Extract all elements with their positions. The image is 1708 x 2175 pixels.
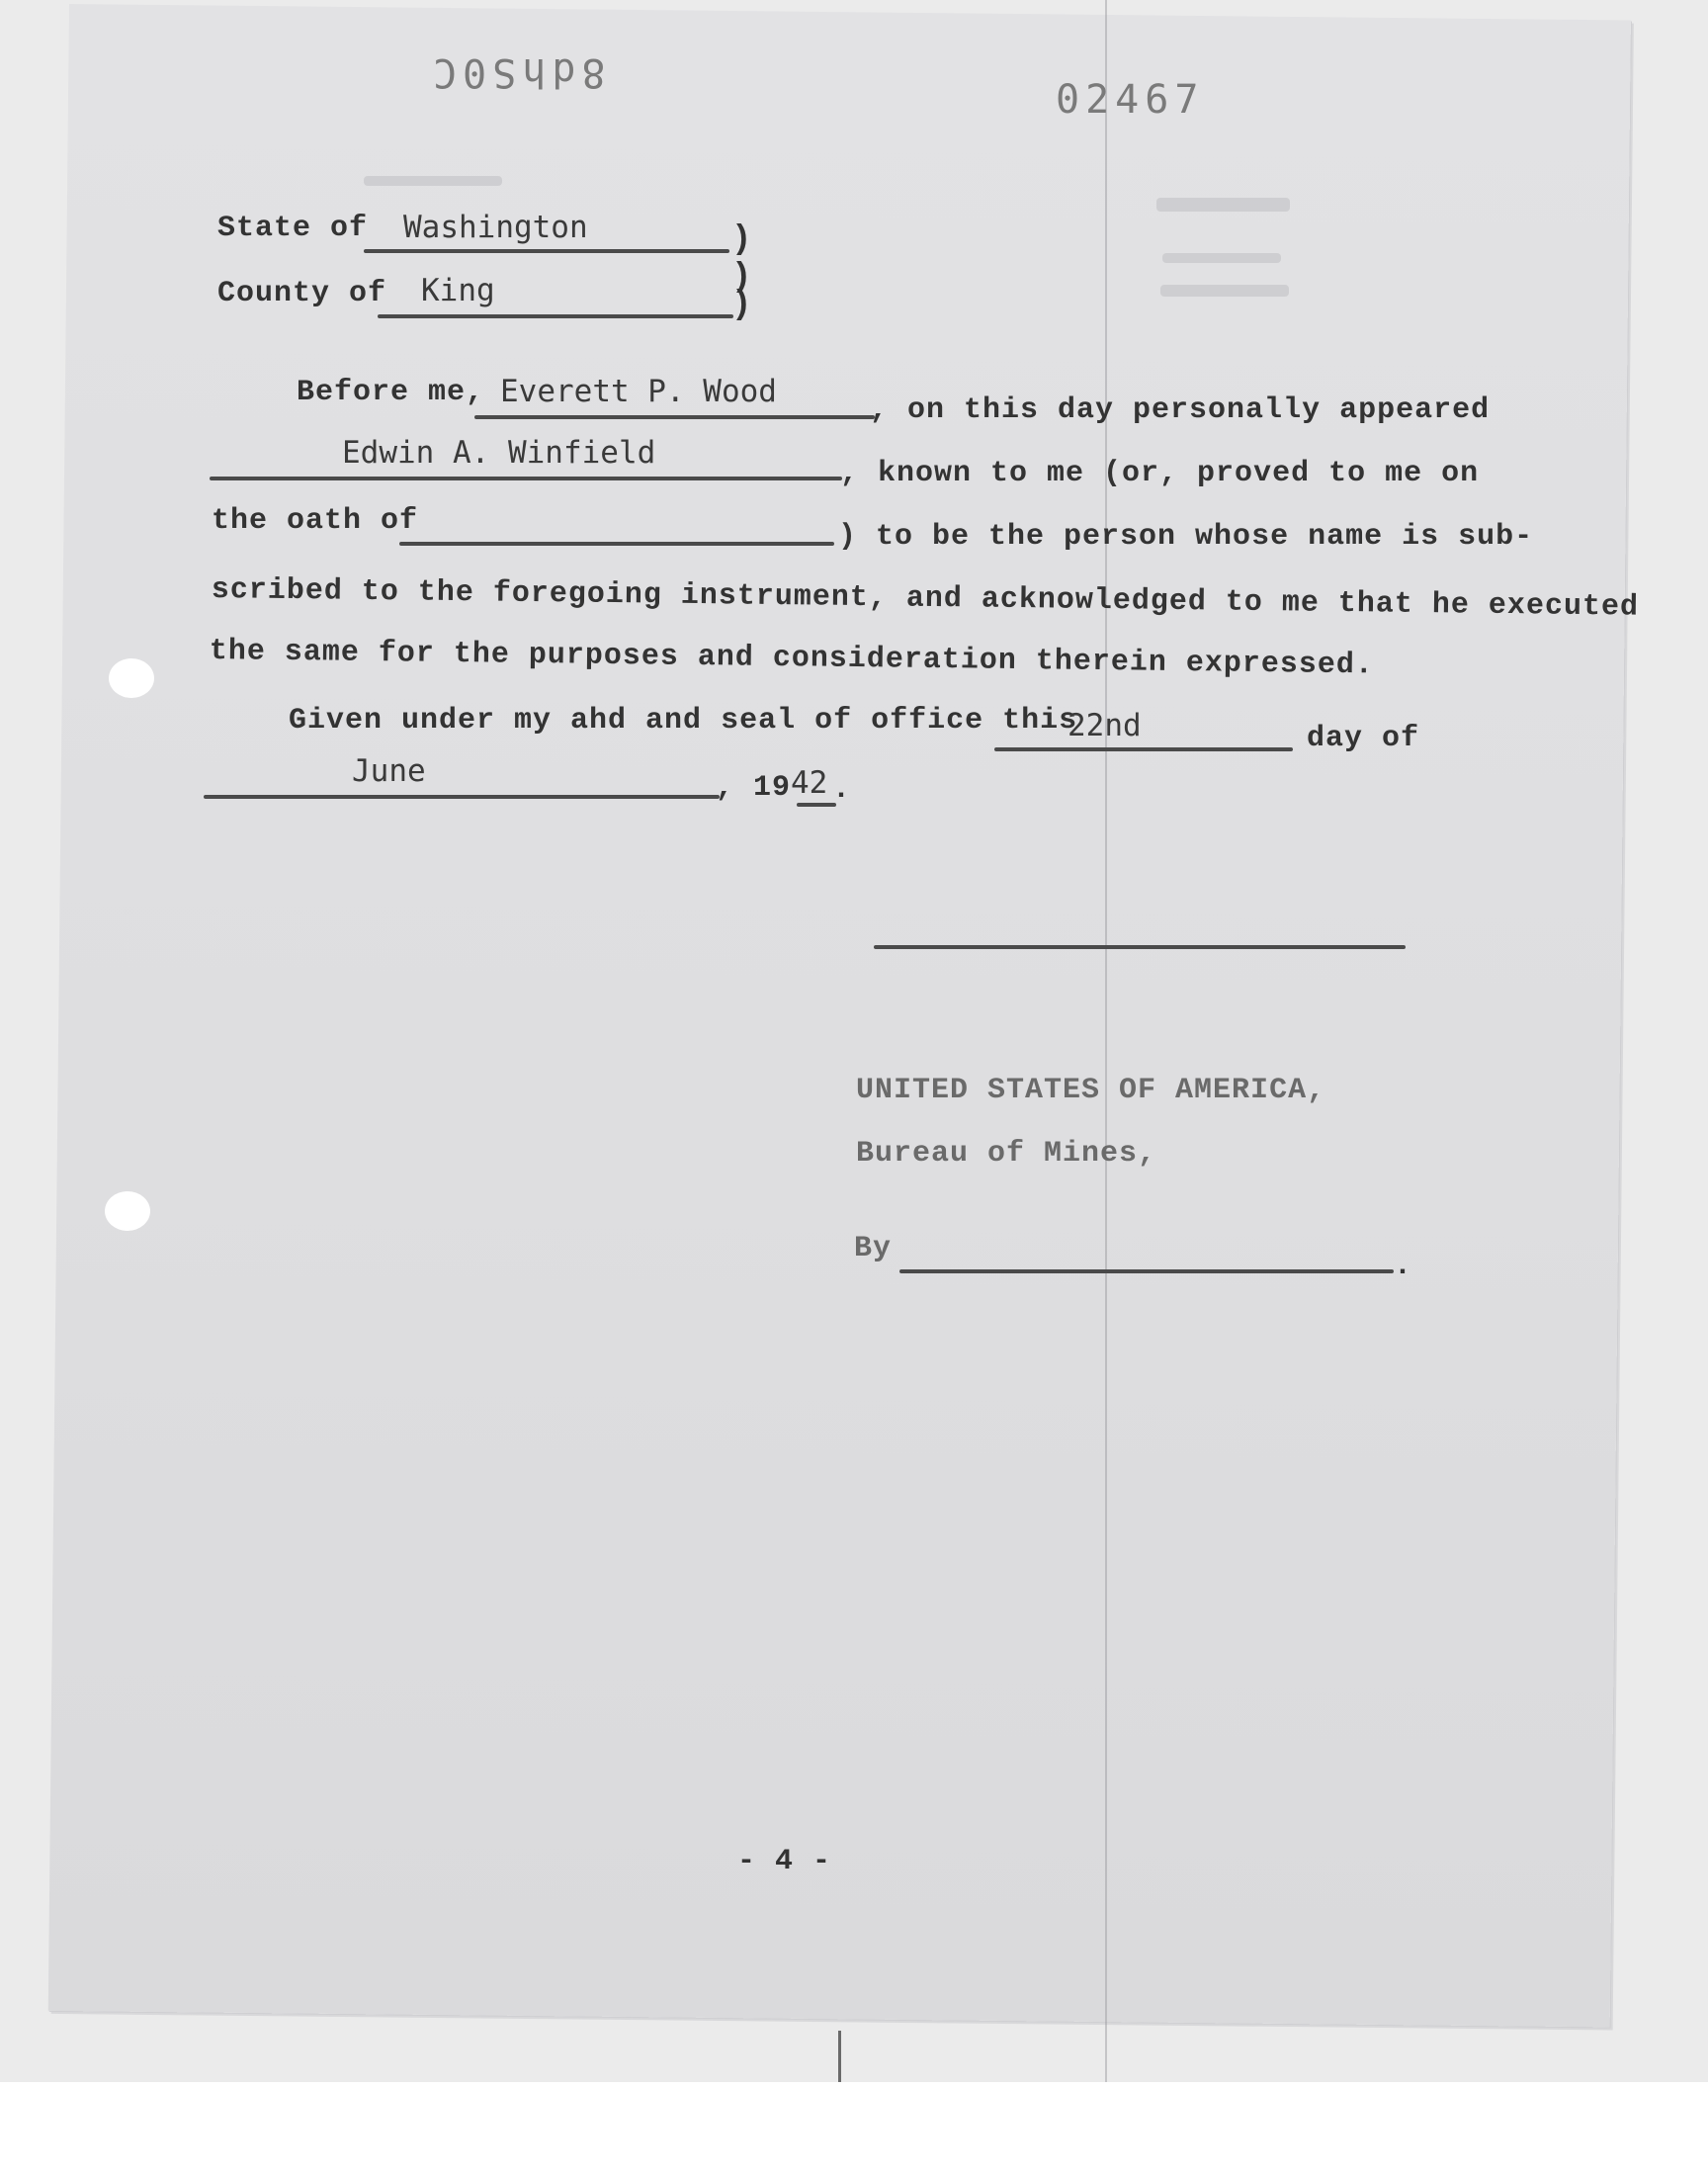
officer-underline (474, 415, 875, 419)
oath-underline (399, 542, 834, 546)
smudge-mark (1160, 285, 1289, 297)
month-value: June (352, 753, 426, 789)
oath-label: the oath of (212, 504, 419, 538)
smudge-mark (364, 176, 502, 186)
day-underline (994, 747, 1293, 751)
venue-bracket: ) (731, 259, 753, 297)
oath-close-text: ) to be the person whose name is sub- (838, 520, 1534, 554)
year-underline (797, 803, 836, 807)
year-prefix: , 19 (716, 771, 792, 805)
county-label: County of (217, 277, 387, 310)
appearer-name: Edwin A. Winfield (342, 435, 656, 471)
given-text: Given under my ahd and seal of office this (289, 704, 1078, 738)
state-label: State of (217, 212, 369, 245)
page-number: - 4 - (737, 1845, 832, 1878)
by-end: . (1394, 1250, 1413, 1283)
appearer-underline (210, 477, 842, 480)
by-label: By (854, 1232, 893, 1265)
day-of-text: day of (1307, 722, 1420, 755)
smudge-mark (1156, 198, 1290, 212)
appeared-text: , on this day personally appeared (870, 393, 1491, 427)
org-line-1: UNITED STATES OF AMERICA, (856, 1074, 1326, 1107)
state-value: Washington (403, 210, 588, 245)
paper-fold-line (1105, 0, 1107, 2082)
venue-bracket: ) (731, 221, 753, 259)
month-underline (204, 795, 720, 799)
stamp-number-right: 02467 (1056, 77, 1205, 123)
body-line-4: scribed to the foregoing instrument, and acknowledged to me that he executed (211, 573, 1640, 625)
county-value: King (421, 273, 495, 308)
smudge-mark (1162, 253, 1281, 263)
stamp-number-left: 8dhS0C (427, 49, 606, 95)
punch-hole-top (109, 658, 154, 698)
signature-line (874, 945, 1406, 949)
scan-artifact-mark (838, 2031, 841, 2082)
officer-name: Everett P. Wood (500, 374, 777, 409)
year-end: . (832, 773, 852, 807)
punch-hole-bottom (105, 1191, 150, 1231)
by-underline (899, 1269, 1394, 1273)
year-suffix: 42 (791, 765, 828, 801)
county-underline (378, 314, 733, 318)
org-line-2: Bureau of Mines, (856, 1137, 1157, 1171)
state-underline (364, 249, 729, 253)
before-me-label: Before me, (297, 376, 485, 409)
body-line-5: the same for the purposes and consideration therein expressed. (209, 635, 1375, 683)
day-value: 22nd (1068, 708, 1142, 743)
venue-bracket: ) (731, 287, 753, 324)
known-text: , known to me (or, proved to me on (840, 457, 1480, 490)
